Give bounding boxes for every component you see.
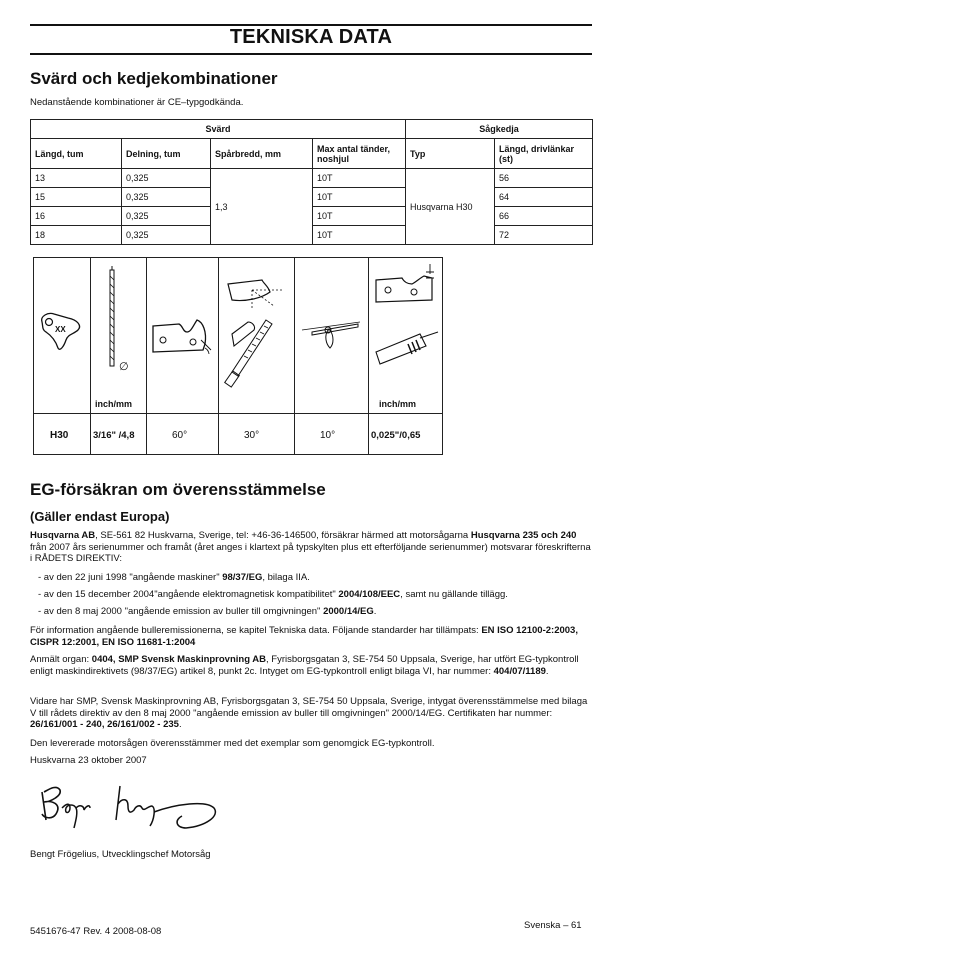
- paragraph-notified-body: [30, 654, 592, 677]
- text: - av den 8 maj 2000 "angående emission av buller till omgivningen": [38, 606, 324, 617]
- paragraph-conformity: Den levererade motorsågen överensstämmer med det exemplar som genomgick EG-typkontroll.: [30, 738, 435, 749]
- table-cell: 0,325: [122, 226, 211, 245]
- text: från 2007 års serienummer och framåt (året anges i klartext på typskylten plus ett efterföljande serienummer) motsvarar föreskrifterna i RÅDETS DIREKTIV:: [30, 541, 591, 565]
- table-cell: 72: [495, 226, 593, 245]
- title-rule-bottom: [30, 53, 592, 55]
- table-header-cell: Längd, tum: [31, 139, 122, 169]
- paragraph-declaration: [30, 530, 592, 565]
- table-cell: 0,325: [122, 169, 211, 188]
- table-cell: 15: [31, 188, 122, 207]
- table-cell: 10T: [313, 188, 406, 207]
- text: - av den 15 december 2004"angående elektromagnetisk kompatibilitet": [38, 589, 339, 600]
- signature: [36, 780, 226, 840]
- table-cell: 56: [495, 169, 593, 188]
- certificate-number: 404/07/1189: [493, 665, 546, 677]
- text: Anmält organ:: [30, 654, 92, 665]
- directive-number: 2004/108/EEC: [338, 589, 401, 600]
- table-header-cell: Typ: [406, 139, 495, 169]
- table-group-header-row: [31, 120, 593, 139]
- table-header-cell: Längd, drivlänkar (st): [495, 139, 593, 169]
- table-row: [31, 169, 593, 188]
- paragraph-noise: [30, 696, 592, 731]
- certificate-numbers: 26/161/001 - 240, 26/161/002 - 235: [30, 719, 179, 731]
- table-header-cell: Max antal tänder, noshjul: [313, 139, 406, 169]
- place-date: Huskvarna 23 oktober 2007: [30, 755, 147, 766]
- signatory: Bengt Frögelius, Utvecklingschef Motorsåg: [30, 849, 211, 860]
- value-angle-60: 60°: [172, 430, 188, 441]
- bullet-directive: [38, 606, 600, 618]
- table-cell: 10T: [313, 169, 406, 188]
- diameter-symbol: ∅: [119, 361, 129, 373]
- text: - av den 22 juni 1998 "angående maskiner": [38, 572, 223, 583]
- figure-column: [294, 258, 369, 454]
- sharpening-figure: [33, 257, 443, 455]
- cutter-tooth-60-icon: [149, 310, 215, 360]
- table-group-header: Sågkedja: [406, 120, 593, 139]
- page-title: TEKNISKA DATA: [229, 26, 393, 48]
- table-cell: 10T: [313, 207, 406, 226]
- section-heading-declaration: EG-försäkran om överensstämmelse: [30, 480, 326, 499]
- table-cell: 18: [31, 226, 122, 245]
- standards-list: EN ISO 12100-2:2003, CISPR 12:2001, EN ISO 11681-1:2004: [30, 625, 578, 648]
- value-file-diameter: 3/16" /4,8: [93, 430, 135, 441]
- table-cell: 66: [495, 207, 593, 226]
- text: , bilaga IIA.: [262, 572, 310, 583]
- text: Vidare har SMP, Svensk Maskinprovning AB, Fyrisborgsgatan 3, SE-754 50 Uppsala, Sverige, intygat överensstämmelse med bilaga V till rådets direktiv av den 8 maj 2000 "angående emission av buller till omgivningen" 2000/14/EG. Certifikaten har nummer:: [30, 696, 588, 719]
- combination-table: [30, 119, 593, 245]
- text: .: [545, 665, 549, 677]
- table-header-row: [31, 139, 593, 169]
- table-cell: 16: [31, 207, 122, 226]
- table-cell-typ: Husqvarna H30: [406, 169, 495, 245]
- directive-number: 98/37/EG: [222, 572, 263, 583]
- round-file-icon: [96, 266, 140, 386]
- figure-xx-label: XX: [55, 325, 66, 334]
- bullet-directive: [38, 589, 600, 601]
- section-subheading: (Gäller endast Europa): [30, 509, 170, 524]
- table-header-cell: Delning, tum: [122, 139, 211, 169]
- table-cell: 64: [495, 188, 593, 207]
- directive-number: 2000/14/EG: [323, 606, 374, 617]
- text: .: [178, 719, 182, 731]
- text: .: [373, 606, 377, 617]
- section-intro: Nedanstående kombinationer är CE–typgodkända.: [30, 97, 244, 108]
- text: , samt nu gällande tillägg.: [400, 589, 508, 600]
- table-cell-spar: 1,3: [211, 169, 313, 245]
- paragraph-standards: [30, 625, 592, 648]
- unit-label-right: inch/mm: [379, 399, 417, 409]
- bullet-directive: [38, 572, 600, 584]
- unit-label-left: inch/mm: [95, 399, 133, 409]
- file-tilt-angle-icon: [298, 310, 364, 356]
- section-heading-combinations: Svärd och kedjekombinationer: [30, 69, 278, 88]
- page-number: Svenska – 61: [524, 920, 582, 931]
- value-chain-type: H30: [50, 430, 69, 441]
- table-cell: 0,325: [122, 188, 211, 207]
- table-cell: 13: [31, 169, 122, 188]
- text: , Fyrisborgsgatan 3, SE-754 50 Uppsala, Sverige, har utfört EG-typkontroll enligt maskindirektivets (98/37/EG) artikel 8, punkt 2c. Intyget om EG-typkontroll enligt bilaga VI, har nummer:: [30, 654, 579, 677]
- table-cell: 0,325: [122, 207, 211, 226]
- figure-divider: [34, 413, 442, 414]
- model-names: Husqvarna 235 och 240: [470, 530, 577, 541]
- top-plate-angle-icon: [222, 268, 290, 398]
- value-angle-10: 10°: [320, 430, 336, 441]
- value-depth-gauge: 0,025"/0,65: [371, 430, 421, 441]
- table-cell: 10T: [313, 226, 406, 245]
- table-group-header: Svärd: [31, 120, 406, 139]
- value-angle-30: 30°: [244, 430, 260, 441]
- document-number: 5451676-47 Rev. 4 2008-08-08: [30, 926, 162, 937]
- company-name: Husqvarna AB: [30, 530, 96, 541]
- notified-body: 0404, SMP Svensk Maskinprovning AB: [91, 654, 267, 665]
- table-header-cell: Spårbredd, mm: [211, 139, 313, 169]
- text: För information angående bulleremissionerna, se kapitel Tekniska data. Följande standarder har tillämpats:: [30, 625, 482, 636]
- depth-gauge-icon: [372, 262, 440, 374]
- text: , SE-561 82 Huskvarna, Sverige, tel: +46-36-146500, försäkrar härmed att motorsågarna: [95, 530, 471, 541]
